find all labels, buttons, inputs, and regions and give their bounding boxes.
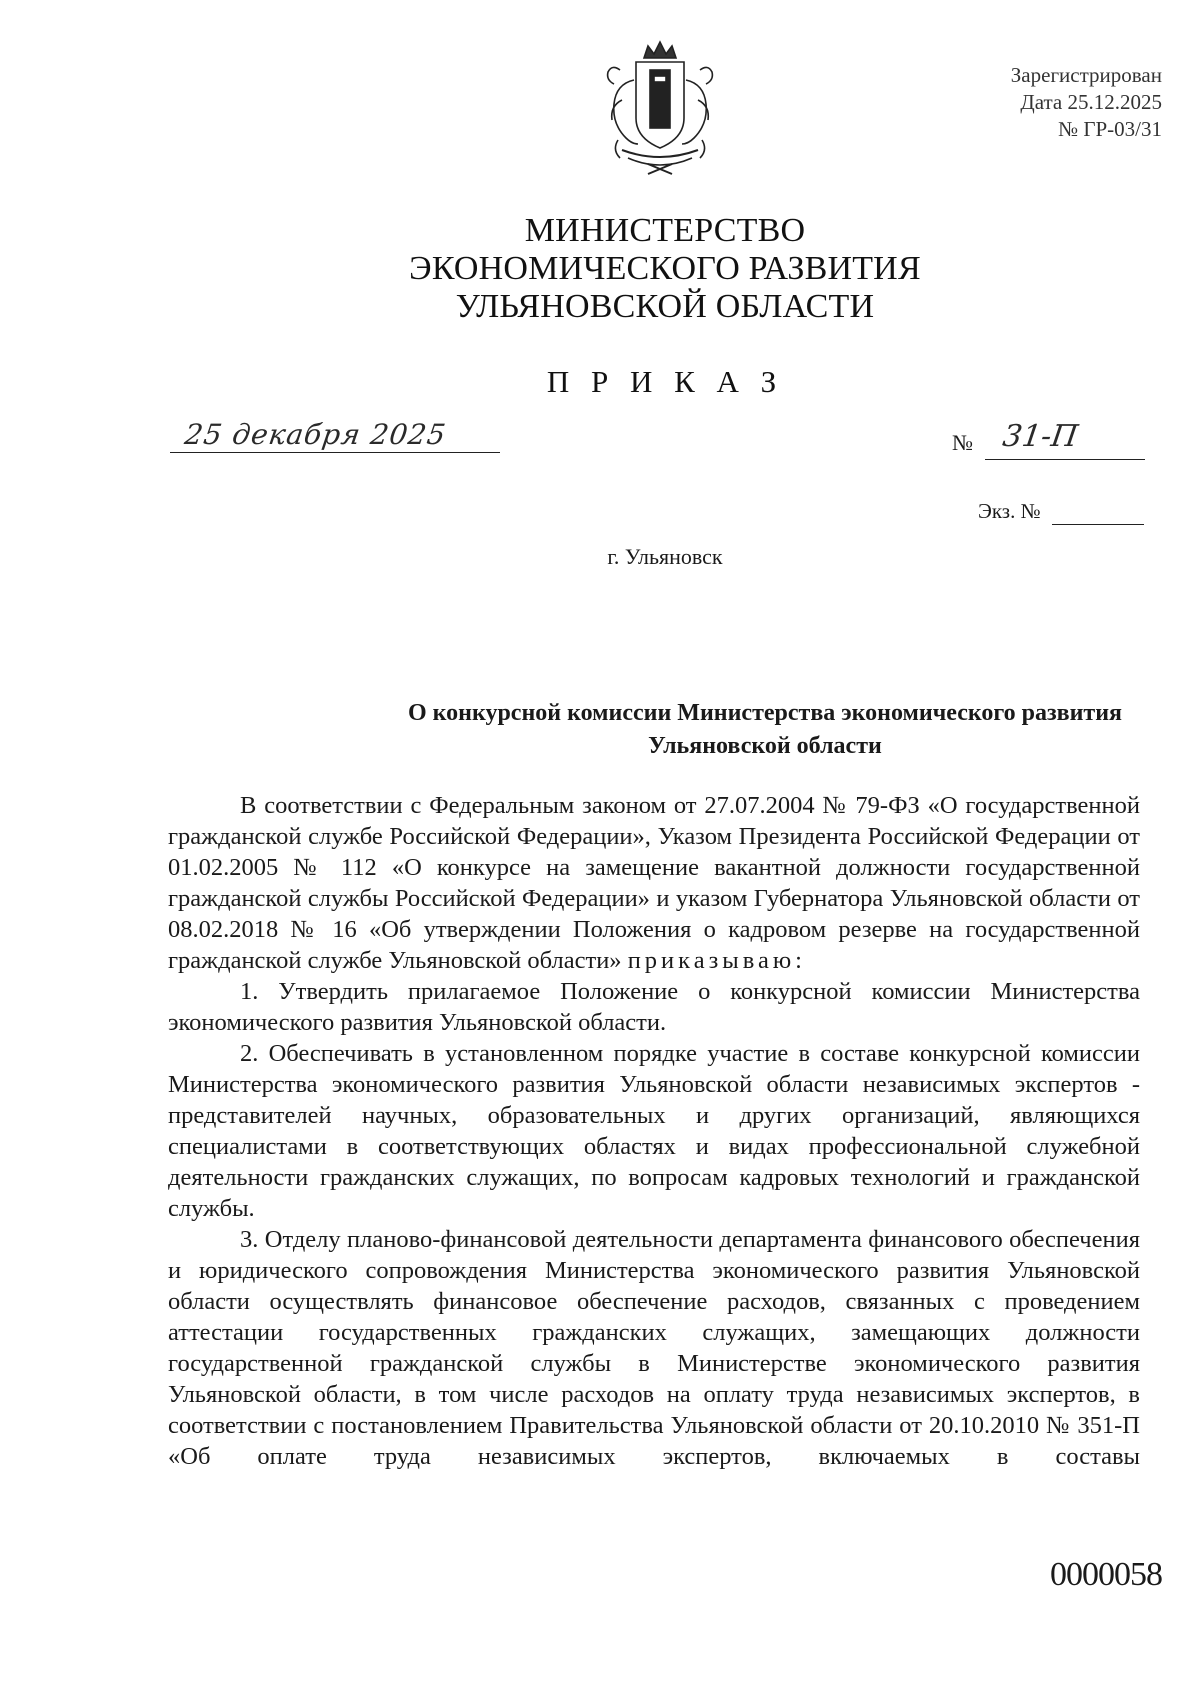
order-verb: приказываю: xyxy=(627,947,806,974)
handwritten-date: 25 декабря 2025 xyxy=(182,418,449,451)
registration-date: Дата 25.12.2025 xyxy=(1020,90,1162,114)
page-code: 0000058 xyxy=(1050,1556,1162,1593)
preamble-text: В соответствии с Федеральным законом от 27.07.2004 № 79-ФЗ «О государственной гражданской службе Российской Федерации», Указом Президента Российской Федерации от 01.02.2005 № 112 «О конкурсе на замещение вакантной должности государственной гражданской службы Российской Федерации» и указом Губернатора Ульяновской области от 08.02.2018 № 16 «Об утверждении Положения о кадровом резерве на государственной гражданской службе Ульяновской области» xyxy=(168,792,1140,974)
order-subject xyxy=(200,697,1200,763)
handwritten-order-number: 31-П xyxy=(1000,419,1080,454)
preamble-paragraph xyxy=(168,790,1140,976)
ministry-line-2: ЭКОНОМИЧЕСКОГО РАЗВИТИЯ xyxy=(409,250,921,287)
date-underline xyxy=(170,452,500,453)
subject-line-1: О конкурсной комиссии Министерства экономического развития xyxy=(407,700,1123,726)
copy-number-label: Экз. № xyxy=(978,499,1041,523)
order-body xyxy=(168,790,1140,1472)
ministry-line-3: УЛЬЯНОВСКОЙ ОБЛАСТИ xyxy=(455,288,875,325)
clause-1: 1. Утвердить прилагаемое Положение о конкурсной комиссии Министерства экономического развития Ульяновской области. xyxy=(168,978,1140,1036)
city-line: г. Ульяновск xyxy=(607,544,723,569)
order-number-label: № xyxy=(952,430,973,455)
order-number-underline xyxy=(985,459,1145,460)
clause-3: 3. Отделу планово-финансовой деятельности департамента финансового обеспечения и юридического сопровождения Министерства экономического развития Ульяновской области осуществлять финансовое обеспечение расходов, связанных с проведением аттестации государственных гражданских служащих, замещающих должности государственной гражданской службы в Министерстве экономического развития Ульяновской области, в том числе расходов на оплату труда независимых экспертов, в соответствии с постановлением Правительства Ульяновской области от 20.10.2010 № 351-П «Об оплате труда независимых экспертов, включаемых в составы xyxy=(168,1226,1140,1470)
ministry-line-1: МИНИСТЕРСТВО xyxy=(524,212,806,249)
ministry-header xyxy=(0,212,1200,326)
registration-number: № ГР-03/31 xyxy=(1058,117,1162,141)
registration-stamp xyxy=(1011,62,1162,143)
coat-of-arms-icon xyxy=(592,40,728,180)
subject-line-2: Ульяновской области xyxy=(648,733,882,759)
clause-2: 2. Обеспечивать в установленном порядке участие в составе конкурсной комиссии Министерства экономического развития Ульяновской области независимых экспертов - представителей научных, образовательных и других организаций, являющихся специалистами в соответствующих областях и видах профессиональной служебной деятельности гражданских служащих, по вопросам кадровых технологий и гражданской службы. xyxy=(168,1040,1140,1222)
document-type-title: П Р И К А З xyxy=(546,364,784,399)
copy-number-underline xyxy=(1052,524,1144,525)
registration-label: Зарегистрирован xyxy=(1010,63,1162,87)
